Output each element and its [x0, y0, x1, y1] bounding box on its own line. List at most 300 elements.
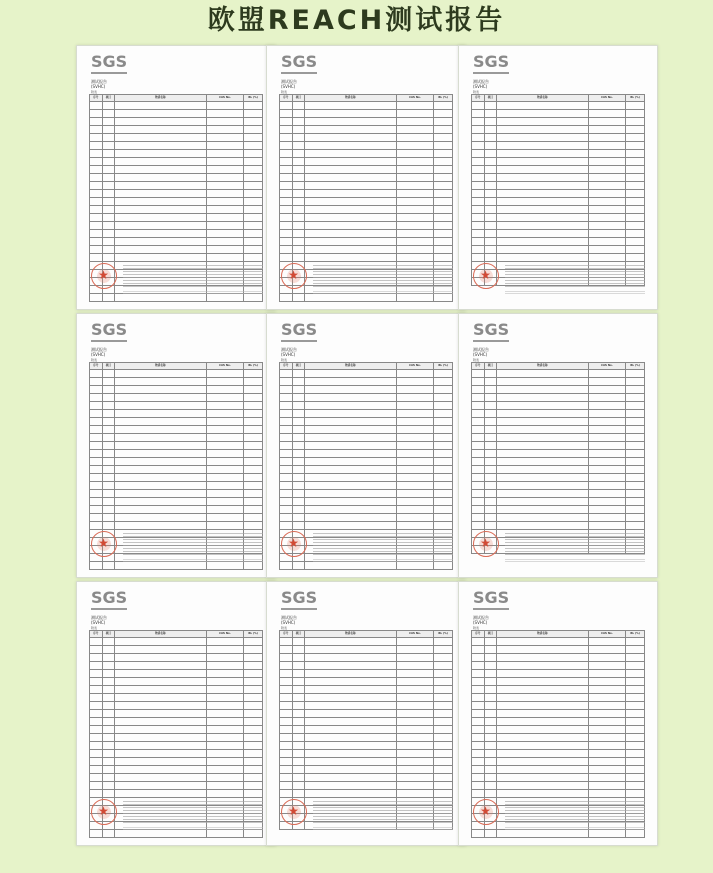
table-cell	[244, 710, 263, 718]
table-cell	[484, 774, 497, 782]
table-row	[90, 230, 263, 238]
table-cell	[206, 782, 244, 790]
table-cell	[102, 450, 115, 458]
table-cell	[396, 490, 434, 498]
table-cell	[244, 442, 263, 450]
table-cell	[102, 386, 115, 394]
table-cell	[588, 774, 626, 782]
table-row	[472, 214, 645, 222]
sgs-logo: SGS	[91, 320, 128, 339]
table-row	[90, 726, 263, 734]
table-cell	[626, 174, 645, 182]
table-cell	[90, 766, 103, 774]
table-cell	[102, 506, 115, 514]
table-cell	[484, 466, 497, 474]
table-row	[472, 450, 645, 458]
table-cell	[472, 222, 485, 230]
table-cell	[588, 238, 626, 246]
table-cell	[497, 490, 589, 498]
table-cell	[484, 158, 497, 166]
table-cell	[102, 702, 115, 710]
table-cell	[102, 222, 115, 230]
table-cell	[588, 726, 626, 734]
table-cell	[90, 434, 103, 442]
report-page	[458, 45, 658, 310]
table-cell	[484, 426, 497, 434]
table-cell	[292, 222, 305, 230]
table-cell	[396, 482, 434, 490]
table-row	[472, 646, 645, 654]
table-cell	[396, 426, 434, 434]
table-cell	[206, 370, 244, 378]
table-cell	[244, 246, 263, 254]
table-cell	[102, 726, 115, 734]
table-row	[90, 654, 263, 662]
table-cell	[588, 458, 626, 466]
table-cell	[497, 110, 589, 118]
table-row	[90, 750, 263, 758]
table-row	[90, 506, 263, 514]
table-row	[280, 110, 453, 118]
table-cell	[434, 758, 453, 766]
table-cell	[244, 214, 263, 222]
table-cell	[280, 514, 293, 522]
table-cell	[90, 466, 103, 474]
table-cell	[484, 766, 497, 774]
table-cell	[292, 758, 305, 766]
table-cell	[115, 198, 207, 206]
table-cell	[244, 662, 263, 670]
table-cell	[434, 686, 453, 694]
page-title: 欧盟REACH测试报告	[207, 5, 506, 36]
table-cell	[497, 718, 589, 726]
table-cell	[484, 418, 497, 426]
report-note: 附表	[91, 358, 98, 362]
table-cell	[626, 774, 645, 782]
table-row	[280, 774, 453, 782]
table-cell	[396, 214, 434, 222]
table-header-cell: RL (%)	[434, 95, 453, 102]
table-cell	[484, 726, 497, 734]
table-cell	[102, 750, 115, 758]
table-header-cell: CAS No.	[588, 95, 626, 102]
table-cell	[206, 142, 244, 150]
table-cell	[305, 126, 397, 134]
table-cell	[90, 742, 103, 750]
table-cell	[90, 758, 103, 766]
table-header-cell: RL (%)	[434, 363, 453, 370]
table-row	[472, 370, 645, 378]
table-cell	[280, 166, 293, 174]
table-cell	[115, 142, 207, 150]
table-cell	[396, 514, 434, 522]
table-cell	[497, 118, 589, 126]
table-cell	[626, 726, 645, 734]
table-cell	[497, 190, 589, 198]
table-cell	[102, 774, 115, 782]
table-cell	[244, 434, 263, 442]
table-cell	[244, 386, 263, 394]
table-cell	[305, 686, 397, 694]
table-cell	[484, 126, 497, 134]
table-cell	[280, 734, 293, 742]
table-cell	[434, 110, 453, 118]
table-cell	[497, 386, 589, 394]
table-cell	[292, 102, 305, 110]
table-cell	[280, 402, 293, 410]
table-cell	[102, 498, 115, 506]
table-cell	[434, 638, 453, 646]
table-cell	[588, 246, 626, 254]
table-cell	[244, 126, 263, 134]
table-cell	[292, 718, 305, 726]
table-cell	[244, 742, 263, 750]
table-cell	[396, 394, 434, 402]
table-cell	[292, 766, 305, 774]
table-cell	[626, 742, 645, 750]
table-cell	[588, 214, 626, 222]
table-cell	[115, 758, 207, 766]
table-cell	[102, 230, 115, 238]
report-title: 测试报告	[91, 347, 107, 352]
table-cell	[244, 402, 263, 410]
fine-print	[123, 291, 263, 295]
table-cell	[115, 174, 207, 182]
table-cell	[102, 654, 115, 662]
table-cell	[244, 678, 263, 686]
table-cell	[90, 702, 103, 710]
table-cell	[484, 662, 497, 670]
table-cell	[102, 102, 115, 110]
table-cell	[484, 442, 497, 450]
table-cell	[206, 118, 244, 126]
table-cell	[244, 482, 263, 490]
table-cell	[497, 662, 589, 670]
table-cell	[115, 418, 207, 426]
table-cell	[484, 394, 497, 402]
table-cell	[472, 386, 485, 394]
table-cell	[396, 110, 434, 118]
table-row	[280, 638, 453, 646]
table-cell	[115, 670, 207, 678]
table-cell	[102, 426, 115, 434]
table-row	[90, 734, 263, 742]
table-row	[90, 702, 263, 710]
table-row	[90, 206, 263, 214]
table-cell	[280, 418, 293, 426]
table-cell	[292, 118, 305, 126]
table-cell	[434, 394, 453, 402]
table-row	[280, 174, 453, 182]
table-cell	[396, 750, 434, 758]
table-cell	[626, 506, 645, 514]
table-cell	[472, 174, 485, 182]
table-row	[90, 402, 263, 410]
table-row	[90, 686, 263, 694]
table-header-cell: RL (%)	[626, 95, 645, 102]
table-cell	[206, 386, 244, 394]
table-row	[472, 774, 645, 782]
table-cell	[115, 126, 207, 134]
table-cell	[115, 110, 207, 118]
table-cell	[588, 466, 626, 474]
table-cell	[206, 214, 244, 222]
table-cell	[472, 782, 485, 790]
table-header-cell: 项目	[292, 363, 305, 370]
table-cell	[484, 638, 497, 646]
table-cell	[434, 646, 453, 654]
table-cell	[484, 458, 497, 466]
table-cell	[244, 458, 263, 466]
table-row	[90, 158, 263, 166]
report-footer	[279, 259, 453, 299]
table-cell	[244, 370, 263, 378]
table-cell	[497, 426, 589, 434]
table-cell	[626, 450, 645, 458]
table-row	[472, 118, 645, 126]
table-cell	[434, 678, 453, 686]
table-cell	[434, 694, 453, 702]
table-cell	[396, 206, 434, 214]
table-cell	[626, 718, 645, 726]
table-cell	[292, 230, 305, 238]
fine-print	[313, 291, 453, 295]
table-cell	[244, 638, 263, 646]
table-row	[280, 198, 453, 206]
table-cell	[626, 126, 645, 134]
table-cell	[305, 734, 397, 742]
table-cell	[588, 206, 626, 214]
table-row	[472, 766, 645, 774]
report-title: 测试报告	[473, 615, 489, 620]
table-cell	[472, 410, 485, 418]
table-cell	[305, 766, 397, 774]
table-cell	[206, 182, 244, 190]
table-cell	[90, 190, 103, 198]
table-cell	[244, 450, 263, 458]
table-row	[90, 490, 263, 498]
report-title: 测试报告	[473, 79, 489, 84]
table-cell	[102, 466, 115, 474]
table-cell	[292, 782, 305, 790]
table-cell	[102, 710, 115, 718]
table-cell	[626, 118, 645, 126]
table-cell	[434, 442, 453, 450]
table-cell	[206, 238, 244, 246]
sgs-seal-icon: ★	[281, 263, 307, 289]
fine-print	[123, 827, 263, 831]
table-cell	[588, 678, 626, 686]
table-cell	[280, 710, 293, 718]
table-cell	[396, 498, 434, 506]
table-row	[472, 686, 645, 694]
table-cell	[292, 426, 305, 434]
table-cell	[305, 246, 397, 254]
table-cell	[484, 718, 497, 726]
table-cell	[90, 686, 103, 694]
fine-print	[123, 559, 263, 563]
report-subtitle: (SVHC)	[91, 352, 106, 357]
table-cell	[588, 514, 626, 522]
table-cell	[115, 182, 207, 190]
table-row	[90, 458, 263, 466]
table-header-cell: 序号	[280, 631, 293, 638]
table-cell	[472, 710, 485, 718]
table-row	[280, 230, 453, 238]
table-cell	[472, 110, 485, 118]
table-cell	[90, 118, 103, 126]
table-cell	[102, 370, 115, 378]
table-cell	[497, 498, 589, 506]
table-cell	[588, 370, 626, 378]
table-row	[280, 126, 453, 134]
table-cell	[626, 638, 645, 646]
report-note: 附表	[281, 626, 288, 630]
table-cell	[484, 206, 497, 214]
table-cell	[497, 394, 589, 402]
table-row	[472, 718, 645, 726]
table-cell	[280, 214, 293, 222]
table-cell	[472, 638, 485, 646]
table-cell	[292, 726, 305, 734]
table-cell	[484, 734, 497, 742]
report-page	[76, 313, 276, 578]
table-row	[472, 230, 645, 238]
table-cell	[305, 174, 397, 182]
table-cell	[497, 142, 589, 150]
table-cell	[484, 686, 497, 694]
sgs-seal-icon: ★	[91, 531, 117, 557]
table-header-cell: 物质名称	[305, 363, 397, 370]
table-row	[280, 442, 453, 450]
table-header-cell: 序号	[472, 95, 485, 102]
table-cell	[305, 190, 397, 198]
table-row	[280, 742, 453, 750]
table-cell	[626, 206, 645, 214]
table-cell	[497, 458, 589, 466]
table-cell	[206, 442, 244, 450]
table-cell	[484, 198, 497, 206]
table-cell	[292, 418, 305, 426]
table-cell	[292, 662, 305, 670]
table-header-cell: RL (%)	[626, 631, 645, 638]
fine-print	[505, 533, 645, 557]
table-row	[90, 174, 263, 182]
table-cell	[484, 506, 497, 514]
table-cell	[472, 214, 485, 222]
sgs-seal-icon: ★	[473, 263, 499, 289]
table-cell	[292, 214, 305, 222]
table-cell	[115, 434, 207, 442]
table-cell	[588, 474, 626, 482]
table-row	[280, 158, 453, 166]
table-cell	[497, 246, 589, 254]
table-header-cell: 项目	[484, 363, 497, 370]
fine-print	[313, 801, 453, 825]
table-cell	[484, 490, 497, 498]
table-cell	[115, 702, 207, 710]
table-cell	[115, 378, 207, 386]
report-title: 测试报告	[91, 79, 107, 84]
table-cell	[280, 182, 293, 190]
table-cell	[484, 402, 497, 410]
table-cell	[396, 198, 434, 206]
table-cell	[434, 402, 453, 410]
table-cell	[244, 410, 263, 418]
table-row	[280, 726, 453, 734]
table-cell	[206, 150, 244, 158]
table-cell	[244, 394, 263, 402]
table-row	[472, 246, 645, 254]
table-cell	[626, 782, 645, 790]
table-cell	[588, 442, 626, 450]
table-cell	[626, 102, 645, 110]
table-row	[472, 514, 645, 522]
table-cell	[626, 434, 645, 442]
table-cell	[484, 750, 497, 758]
table-cell	[588, 734, 626, 742]
table-cell	[396, 442, 434, 450]
table-cell	[90, 198, 103, 206]
report-title: 测试报告	[91, 615, 107, 620]
table-cell	[396, 182, 434, 190]
table-cell	[280, 150, 293, 158]
table-cell	[280, 426, 293, 434]
table-cell	[305, 370, 397, 378]
table-cell	[396, 718, 434, 726]
table-cell	[280, 190, 293, 198]
table-row	[472, 150, 645, 158]
table-cell	[497, 750, 589, 758]
fine-print	[123, 801, 263, 825]
table-cell	[280, 758, 293, 766]
table-cell	[305, 474, 397, 482]
table-cell	[206, 174, 244, 182]
table-cell	[434, 190, 453, 198]
table-cell	[244, 694, 263, 702]
table-cell	[497, 726, 589, 734]
table-cell	[206, 490, 244, 498]
table-cell	[115, 742, 207, 750]
table-cell	[102, 198, 115, 206]
table-cell	[434, 174, 453, 182]
fine-print	[505, 801, 645, 825]
table-cell	[115, 394, 207, 402]
table-cell	[206, 506, 244, 514]
table-cell	[102, 742, 115, 750]
table-cell	[497, 126, 589, 134]
report-subtitle: (SVHC)	[281, 84, 296, 89]
table-cell	[396, 158, 434, 166]
table-cell	[497, 174, 589, 182]
table-cell	[484, 118, 497, 126]
table-cell	[292, 166, 305, 174]
table-cell	[102, 686, 115, 694]
table-cell	[280, 662, 293, 670]
table-cell	[292, 498, 305, 506]
table-cell	[102, 442, 115, 450]
table-row	[472, 726, 645, 734]
table-cell	[588, 174, 626, 182]
table-cell	[396, 190, 434, 198]
table-cell	[588, 670, 626, 678]
table-cell	[497, 758, 589, 766]
table-cell	[305, 378, 397, 386]
table-cell	[90, 482, 103, 490]
table-cell	[497, 370, 589, 378]
table-row	[90, 442, 263, 450]
table-cell	[90, 246, 103, 254]
